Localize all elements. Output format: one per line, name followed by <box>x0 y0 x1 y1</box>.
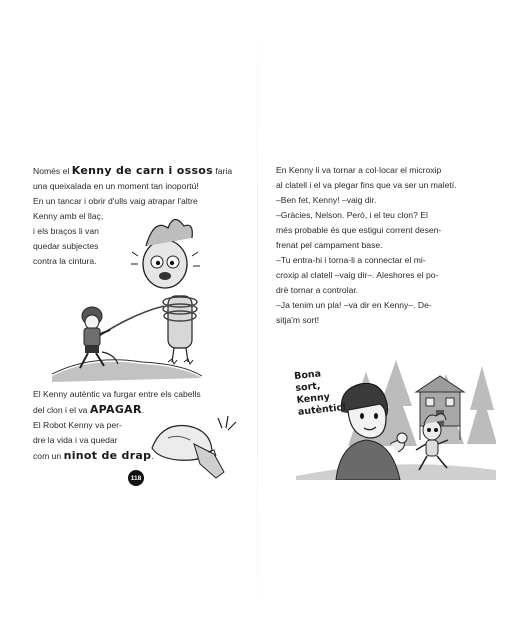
text-line: més probable és que estigui corrent desen- <box>276 225 442 235</box>
paragraph-dialogue <box>276 163 494 328</box>
text-line: una queixalada en un moment tan inoportú! <box>33 181 199 191</box>
text-line: al clatell i el va plegar fins que va ser un maletí. <box>276 180 457 190</box>
speech-line: autèntic! <box>297 401 347 418</box>
text-line: –Ben fet, Kenny! –vaig dir. <box>276 195 377 205</box>
text-line: dre la vida i va quedar <box>33 435 118 445</box>
text-line: i els braços li van <box>33 226 99 236</box>
text-line: El Robot Kenny va per- <box>33 420 122 430</box>
text-line: contra la cintura. <box>33 256 97 266</box>
text-line: –Gràcies, Nelson. Però, i el teu clon? El <box>276 210 428 220</box>
speech-line: Bona <box>293 368 322 383</box>
text-span: . <box>151 451 154 461</box>
handlettered-text: ninot de drap <box>63 449 152 462</box>
text-line: quedar subjectes <box>33 241 99 251</box>
text-line: –Tu entra-hi i torna-li a connectar el mi- <box>276 255 426 265</box>
text-line: Kenny amb el llaç, <box>33 211 104 221</box>
page-number: 118 <box>128 470 144 486</box>
text-line: croxip al clatell –vaig dir–. Aleshores el po- <box>276 270 439 280</box>
text-span: . <box>141 405 145 415</box>
text-line: En un tancar i obrir d'ulls vaig atrapar l'altre <box>33 196 198 206</box>
text-span: del clon i el va <box>33 405 90 415</box>
text-line: El Kenny autèntic va furgar entre els cabells <box>33 389 201 399</box>
text-line: drè tornar a controlar. <box>276 285 359 295</box>
handlettered-text: APAGAR <box>89 403 142 416</box>
text-span: faria <box>213 166 233 176</box>
text-line: –Ja tenim un pla! –va dir en Kenny–. De- <box>276 300 432 310</box>
text-line: En Kenny li va tornar a col·locar el microxip <box>276 165 442 175</box>
speech-line: sort, <box>294 380 321 395</box>
speech-line: Kenny <box>296 391 331 406</box>
text-line: sitja'm sort! <box>276 315 320 325</box>
handlettered-text: Kenny de carn i ossos <box>71 164 213 177</box>
text-line: frenat pel campament base. <box>276 240 383 250</box>
text-line <box>33 163 253 179</box>
text-span: Només el <box>33 166 72 176</box>
right-page <box>258 0 516 640</box>
hand-on-robot-head-illustration <box>148 408 248 480</box>
text-span: com un <box>33 451 64 461</box>
speech-text-bona-sort <box>294 365 357 419</box>
kenny-lassoing-robot-illustration <box>52 216 224 382</box>
